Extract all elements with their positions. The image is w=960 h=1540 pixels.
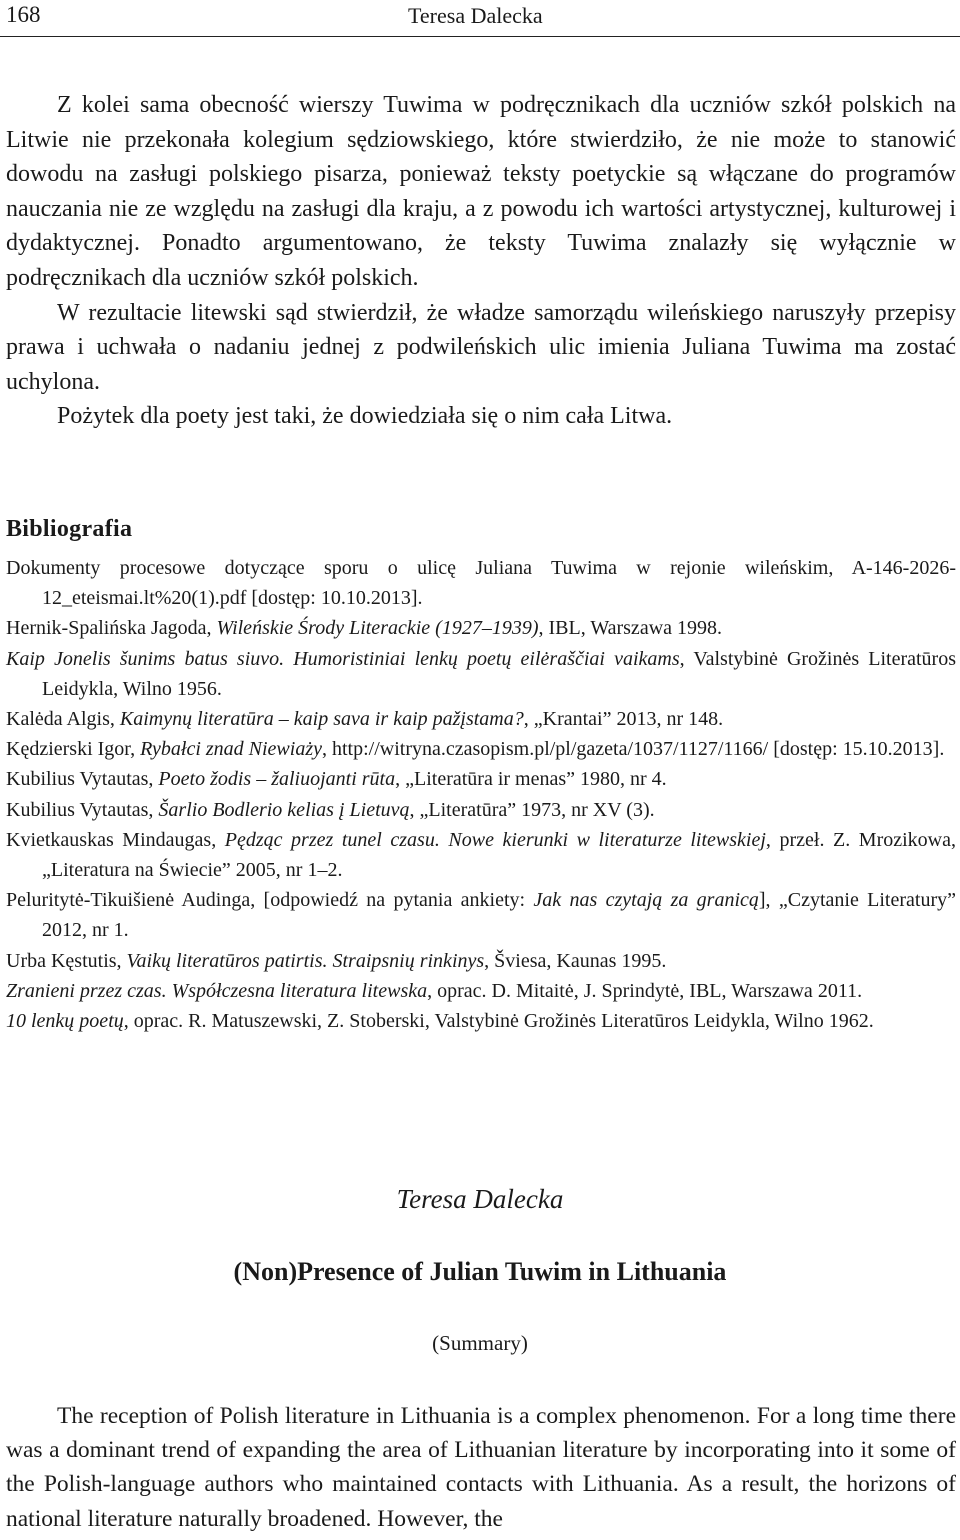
entry-title: Kaip Jonelis šunims batus siuvo. Humoristiniai lenkų poetų eilėraščiai vaikams — [6, 647, 680, 670]
entry-text: Dokumenty procesowe dotyczące sporu o ulicę Juliana Tuwima w rejonie wileńskim, A-146-2026-12_eteismai.lt%20(1).pdf [dostęp: 10.10.2013]. — [6, 557, 956, 610]
body-paragraph: Z kolei sama obecność wierszy Tuwima w podręcznikach dla uczniów szkół polskich na Litwie nie przekonała kolegium sędziowskiego, które stwierdziło, że nie może to stanowić dowodu na zasługi polskiego pisarza, ponieważ teksty poetyckie są włączane do programów nauczania nie ze względu na zasługi dla kraju, a z powodu ich wartości artystycznej, kulturowej i dydaktycznej. Ponadto argumentowano, że teksty Tuwima znalazły się wyłącznie w podręcznikach dla uczniów szkół polskich. — [6, 92, 956, 291]
entry-text: Urba Kęstutis, — [6, 949, 127, 972]
summary-label: (Summary) — [432, 1331, 528, 1355]
bibliography-entry — [6, 825, 956, 885]
entry-title: Jak nas czytają za granicą — [533, 889, 759, 912]
entry-title: Šarlio Bodlerio kelias į Lietuvą — [158, 798, 410, 821]
entry-title: Pędząc przez tunel czasu. Nowe kierunki w literaturze litewskiej — [224, 828, 766, 851]
entry-text: , IBL, Warszawa 1998. — [538, 617, 723, 640]
page-number: 168 — [6, 2, 41, 27]
entry-text: Hernik-Spalińska Jagoda, — [6, 617, 217, 640]
summary-author: Teresa Dalecka — [396, 1184, 564, 1214]
bibliography-entry — [6, 795, 956, 825]
entry-title: Vaikų literatūros patirtis. Straipsnių rinkinys — [126, 949, 485, 972]
entry-text: Kędzierski Igor, — [6, 738, 141, 761]
entry-title: Rybałci znad Niewiaży — [140, 738, 322, 761]
entry-text: , oprac. D. Mitaitė, J. Sprindytė, IBL, Warszawa 2011. — [427, 979, 863, 1002]
bibliography-list — [6, 553, 956, 1036]
entry-text: , Šviesa, Kaunas 1995. — [484, 949, 667, 972]
bibliography-entry — [6, 553, 956, 613]
entry-text: , „Literatūra” 1973, nr XV (3). — [409, 798, 655, 821]
entry-title: Wileńskie Środy Literackie (1927–1939) — [216, 617, 539, 640]
entry-text: , http://witryna.czasopism.pl/pl/gazeta/1037/1127/1166/ [dostęp: 15.10.2013]. — [322, 738, 945, 761]
bibliography-entry — [6, 644, 956, 704]
entry-text: , „Literatūra ir menas” 1980, nr 4. — [395, 768, 667, 791]
body-paragraph: W rezultacie litewski sąd stwierdził, że władze samorządu wileńskiego naruszyły przepisy prawa i uchwała o nadaniu jednej z podwileńskich ulic imienia Juliana Tuwima ma zostać uchylona. — [6, 299, 956, 395]
bibliography-entry — [6, 613, 956, 643]
entry-title: Zranieni przez czas. Współczesna literatura litewska — [6, 979, 428, 1002]
entry-text: , Valstybinė Grožinės Literatūros Leidykla, Wilno 1956. — [42, 647, 956, 700]
entry-title: Kaimynų literatūra – kaip sava ir kaip pažįstama? — [119, 708, 524, 731]
bibliography-entry — [6, 734, 956, 764]
running-head: Teresa Dalecka — [408, 3, 543, 28]
entry-text: ], „Czytanie Literatury” 2012, nr 1. — [42, 889, 956, 942]
bibliography-heading: Bibliografia — [6, 516, 133, 542]
entry-text: , „Krantai” 2013, nr 148. — [523, 708, 724, 731]
entry-text: Peluritytė-Tikuišienė Audinga, [odpowiedź na pytania ankiety: — [6, 889, 534, 912]
entry-text: Kvietkauskas Mindaugas, — [6, 828, 225, 851]
entry-title: 10 lenkų poetų — [6, 1010, 124, 1033]
bibliography-entry — [6, 946, 956, 976]
summary-paragraph: The reception of Polish literature in Lithuania is a complex phenomenon. For a long time there was a dominant trend of expanding the area of Lithuanian literature by incorporating into it some of the Polish-language authors who maintained contacts with Lithuania. As a result, the horizons of national literature naturally broadened. However, the — [6, 1403, 956, 1532]
summary-text — [6, 1399, 956, 1536]
summary-title: (Non)Presence of Julian Tuwim in Lithuania — [233, 1257, 727, 1286]
bibliography-entry — [6, 704, 956, 734]
body-paragraph: Pożytek dla poety jest taki, że dowiedziała się o nim cała Litwa. — [57, 403, 673, 430]
entry-text: Kubilius Vytautas, — [6, 768, 159, 791]
entry-text: Kubilius Vytautas, — [6, 798, 159, 821]
main-text — [6, 88, 956, 434]
bibliography-entry — [6, 764, 956, 794]
bibliography-entry — [6, 1006, 956, 1036]
page-header — [0, 0, 960, 37]
entry-text: Kalėda Algis, — [6, 708, 120, 731]
entry-text: , oprac. R. Matuszewski, Z. Stoberski, Valstybinė Grožinės Literatūros Leidykla, Wilno 1962. — [123, 1010, 874, 1033]
entry-title: Poeto žodis – žaliuojanti rūta — [158, 768, 396, 791]
bibliography-entry — [6, 976, 956, 1006]
bibliography-entry — [6, 885, 956, 945]
entry-text: , przeł. Z. Mrozikowa, „Literatura na Świecie” 2005, nr 1–2. — [42, 828, 956, 882]
